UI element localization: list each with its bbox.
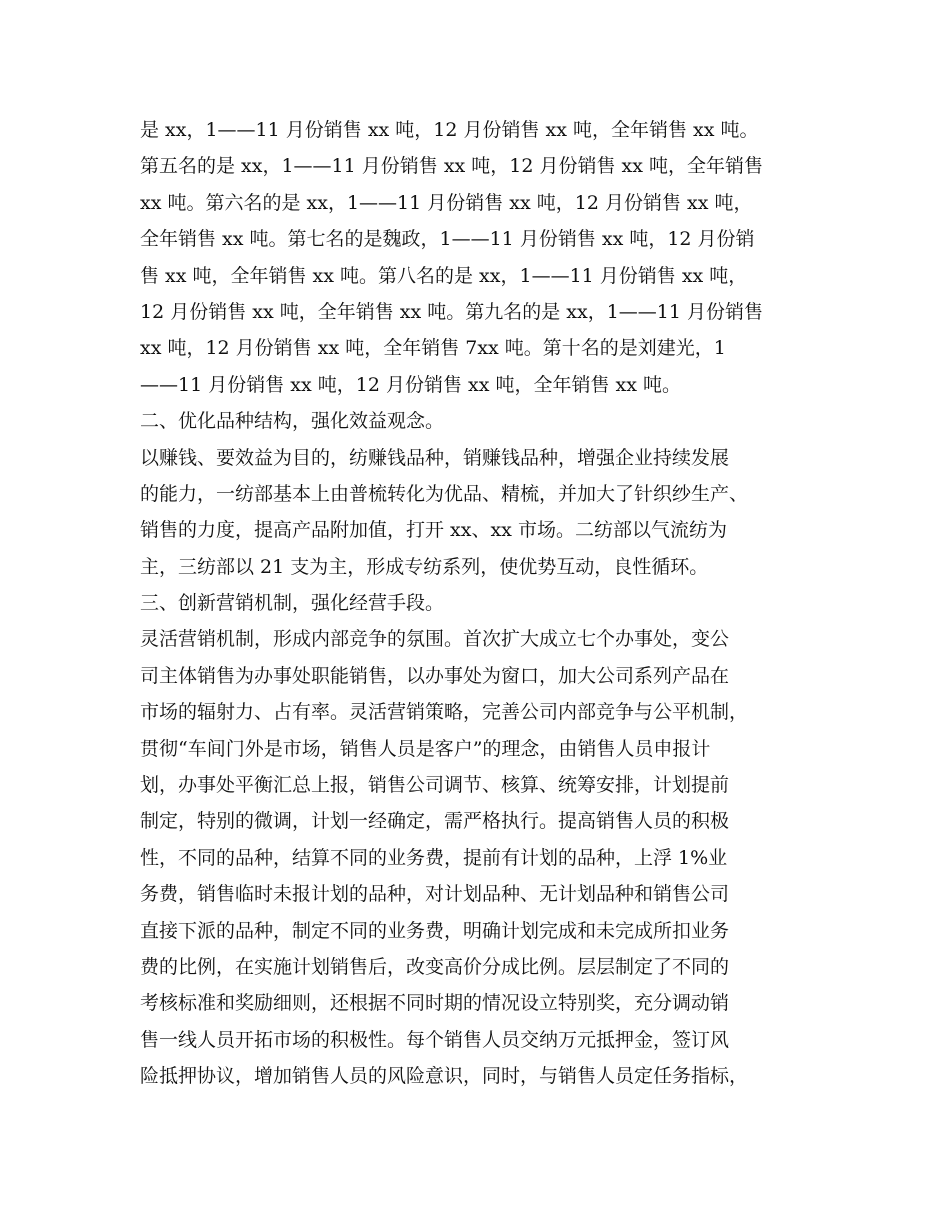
text-line-26: 售一线人员开拓市场的积极性。每个销售人员交纳万元抵押金，签订风 [140, 1028, 730, 1051]
text-line-7: xx 吨，12 月份销售 xx 吨，全年销售 7xx 吨。第十名的是刘建光，1 [140, 337, 726, 360]
text-line-6: 12 月份销售 xx 吨，全年销售 xx 吨。第九名的是 xx，1——11 月份销售 [140, 300, 764, 323]
text-line-27: 险抵押协议，增加销售人员的风险意识，同时，与销售人员定任务指标， [140, 1065, 749, 1088]
text-line-13: 主，三纺部以 21 支为主，形成专纺系列，使优势互动，良性循环。 [140, 555, 709, 578]
section-heading-3: 三、创新营销机制，强化经营手段。 [140, 592, 445, 615]
text-line-5: 售 xx 吨，全年销售 xx 吨。第八名的是 xx，1——11 月份销售 xx 吨， [140, 264, 748, 287]
text-line-12: 销售的力度，提高产品附加值，打开 xx、xx 市场。二纺部以气流纺为 [140, 519, 727, 542]
text-line-25: 考核标准和奖励细则，还根据不同时期的情况设立特别奖，充分调动销 [140, 992, 730, 1015]
text-line-1: 是 xx，1——11 月份销售 xx 吨，12 月份销售 xx 吨，全年销售 xx 吨。 [140, 119, 759, 141]
text-line-15: 灵活营销机制，形成内部竞争的氛围。首次扩大成立七个办事处，变公 [140, 628, 730, 651]
text-line-10: 以赚钱、要效益为目的，纺赚钱品种，销赚钱品种，增强企业持续发展 [140, 446, 730, 469]
body-text [140, 112, 830, 1095]
text-line-4: 全年销售 xx 吨。第七名的是魏政，1——11 月份销售 xx 吨，12 月份销 [140, 228, 755, 251]
section-heading-2: 二、优化品种结构，强化效益观念。 [140, 410, 445, 433]
text-line-20: 制定，特别的微调，计划一经确定，需严格执行。提高销售人员的积极 [140, 810, 730, 833]
text-line-18: 贯彻“车间门外是市场，销售人员是客户”的理念，由销售人员申报计 [140, 737, 711, 760]
text-line-21: 性，不同的品种，结算不同的业务费，提前有计划的品种，上浮 1%业 [140, 846, 728, 869]
text-line-3: xx 吨。第六名的是 xx，1——11 月份销售 xx 吨，12 月份销售 xx 吨， [140, 191, 753, 214]
text-line-2: 第五名的是 xx，1——11 月份销售 xx 吨，12 月份销售 xx 吨，全年销售 [140, 155, 764, 178]
text-line-8: ——11 月份销售 xx 吨，12 月份销售 xx 吨，全年销售 xx 吨。 [140, 373, 681, 396]
text-line-19: 划，办事处平衡汇总上报，销售公司调节、核算、统筹安排，计划提前 [140, 774, 730, 797]
text-line-24: 费的比例，在实施计划销售后，改变高价分成比例。层层制定了不同的 [140, 955, 730, 978]
text-line-22: 务费，销售临时未报计划的品种，对计划品种、无计划品种和销售公司 [140, 883, 730, 906]
text-line-23: 直接下派的品种，制定不同的业务费，明确计划完成和未完成所扣业务 [140, 919, 730, 942]
text-line-17: 市场的辐射力、占有率。灵活营销策略，完善公司内部竞争与公平机制， [140, 701, 749, 724]
text-line-16: 司主体销售为办事处职能销售，以办事处为窗口，加大公司系列产品在 [140, 664, 730, 687]
text-line-11: 的能力，一纺部基本上由普梳转化为优品、精梳，并加大了针织纱生产、 [140, 482, 749, 505]
